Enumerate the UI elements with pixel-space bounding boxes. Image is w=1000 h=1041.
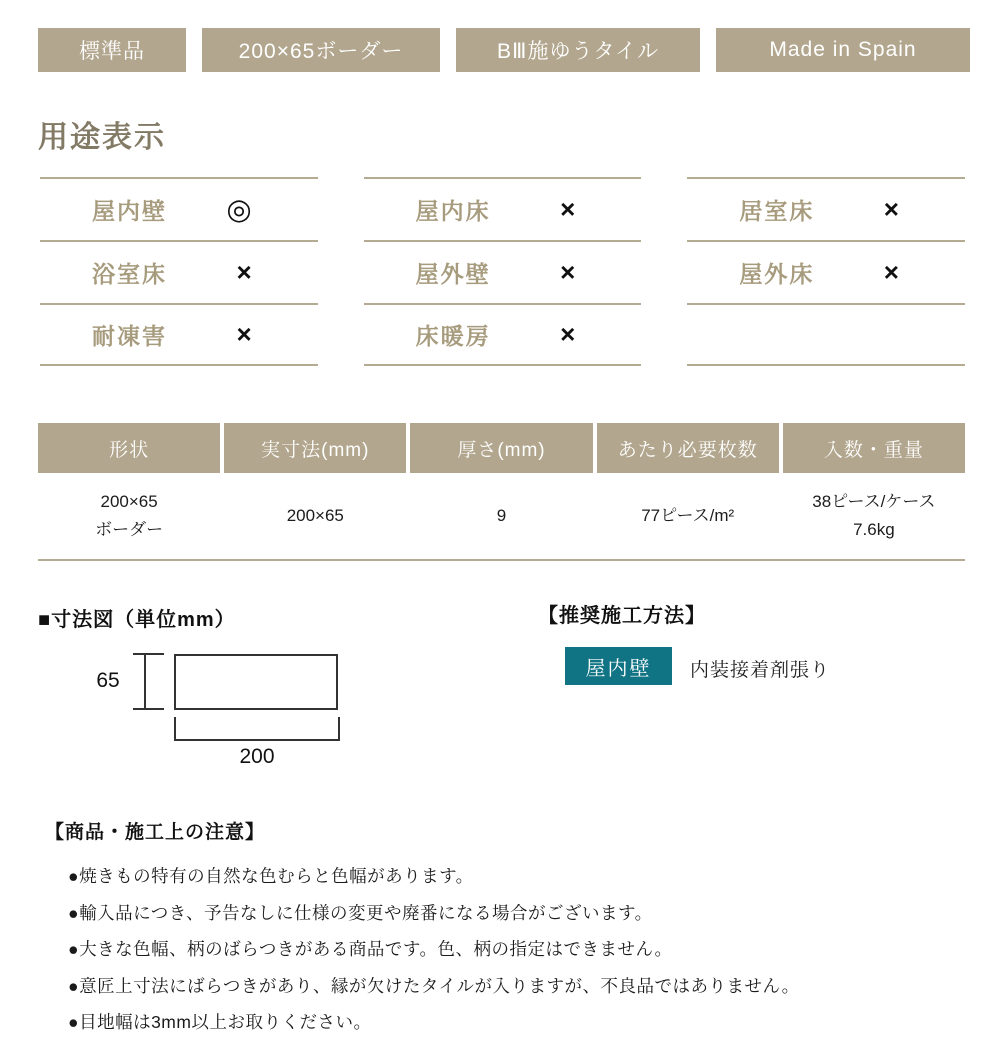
note-item: ●意匠上寸法にばらつきがあり、縁が欠けたタイルが入りますが、不良品ではありません。 bbox=[68, 975, 800, 996]
spec-qty-line1: 38ピース/ケース bbox=[812, 491, 936, 511]
usage-label: 屋外床 bbox=[739, 261, 815, 287]
tile-outline-rect bbox=[174, 654, 338, 710]
usage-label: 床暖房 bbox=[415, 323, 491, 349]
usage-label: 浴室床 bbox=[92, 261, 167, 287]
usage-cell-bathroom-floor bbox=[40, 240, 318, 303]
width-dimension-tick-left bbox=[174, 717, 176, 741]
spec-header-qty-weight: 入数・重量 bbox=[783, 423, 965, 473]
usage-cell-indoor-wall bbox=[40, 177, 318, 240]
spec-cell-shape bbox=[38, 473, 220, 559]
usage-mark-cross: × bbox=[883, 194, 899, 224]
dimension-diagram-heading: ■寸法図（単位mm） bbox=[38, 609, 236, 631]
usage-label: 居室床 bbox=[739, 198, 815, 224]
width-dimension-line bbox=[174, 739, 340, 741]
usage-mark-cross: × bbox=[560, 194, 576, 224]
spec-table bbox=[38, 423, 965, 561]
height-dimension-line bbox=[144, 654, 146, 710]
spec-shape-line1: 200×65 bbox=[100, 491, 158, 511]
spec-shape-line2: ボーダー bbox=[95, 520, 164, 539]
usage-cell-empty bbox=[687, 303, 965, 366]
badge-glazed-tile: BⅢ施ゆうタイル bbox=[456, 28, 700, 72]
usage-cell-frost-resistance bbox=[40, 303, 318, 366]
width-dimension-tick-right bbox=[338, 717, 340, 741]
usage-section-title: 用途表示 bbox=[38, 121, 166, 154]
method-badge-indoor-wall: 屋内壁 bbox=[565, 647, 672, 685]
usage-label: 屋内床 bbox=[415, 198, 491, 224]
height-dimension-tick-top bbox=[133, 653, 164, 655]
spec-cell-actual-size bbox=[224, 473, 406, 559]
spec-header-shape: 形状 bbox=[38, 423, 220, 473]
spec-actual-size: 200×65 bbox=[286, 505, 344, 525]
usage-label: 屋外壁 bbox=[415, 261, 491, 287]
usage-mark-double-circle: ◎ bbox=[226, 194, 252, 226]
spec-table-header bbox=[38, 423, 965, 473]
note-item: ●焼きもの特有の自然な色むらと色幅があります。 bbox=[68, 866, 474, 886]
spec-cell-qty-weight bbox=[783, 473, 965, 559]
notes-list bbox=[68, 858, 1000, 1041]
spec-header-actual-size: 実寸法(mm) bbox=[224, 423, 406, 473]
usage-mark-cross: × bbox=[560, 257, 576, 287]
usage-mark-cross: × bbox=[883, 257, 899, 287]
badge-size-border: 200×65ボーダー bbox=[202, 28, 440, 72]
note-item: ●輸入品につき、予告なしに仕様の変更や廃番になる場合がございます。 bbox=[68, 902, 653, 923]
spec-qty-line2: 7.6kg bbox=[853, 520, 895, 539]
usage-mark-cross: × bbox=[236, 319, 252, 349]
spec-pieces-required: 77ピース/m² bbox=[641, 505, 735, 525]
usage-cell-floor-heating bbox=[364, 303, 642, 366]
badge-made-in-spain: Made in Spain bbox=[716, 28, 970, 72]
notes-section bbox=[45, 817, 1000, 1041]
spec-table-row bbox=[38, 473, 965, 559]
recommended-method-heading: 【推奨施工方法】 bbox=[538, 605, 706, 627]
usage-mark-cross: × bbox=[236, 257, 252, 287]
spec-cell-thickness bbox=[410, 473, 592, 559]
spec-thickness: 9 bbox=[496, 505, 507, 525]
note-item: ●大きな色幅、柄のばらつきがある商品です。色、柄の指定はできません。 bbox=[68, 939, 673, 959]
height-dimension-tick-bottom bbox=[133, 708, 164, 710]
height-dimension-value: 65 bbox=[96, 669, 120, 692]
usage-cell-outdoor-wall bbox=[364, 240, 642, 303]
spec-header-thickness: 厚さ(mm) bbox=[410, 423, 592, 473]
width-dimension-value: 200 bbox=[239, 745, 275, 768]
usage-label: 耐凍害 bbox=[92, 323, 167, 349]
usage-cell-indoor-floor bbox=[364, 177, 642, 240]
usage-mark-cross: × bbox=[560, 319, 576, 349]
spec-header-pieces-required: あたり必要枚数 bbox=[597, 423, 779, 473]
note-item: ●目地幅は3mm以上お取りください。 bbox=[68, 1012, 372, 1032]
usage-cell-living-floor bbox=[687, 177, 965, 240]
product-badges bbox=[38, 28, 1000, 72]
bottom-section bbox=[0, 597, 1000, 795]
usage-cell-outdoor-floor bbox=[687, 240, 965, 303]
spec-cell-pieces-required bbox=[597, 473, 779, 559]
usage-label: 屋内壁 bbox=[92, 198, 167, 224]
notes-heading: 【商品・施工上の注意】 bbox=[45, 822, 266, 843]
usage-grid bbox=[40, 177, 965, 366]
badge-standard-item: 標準品 bbox=[38, 28, 186, 72]
method-description: 内装接着剤張り bbox=[690, 660, 831, 681]
